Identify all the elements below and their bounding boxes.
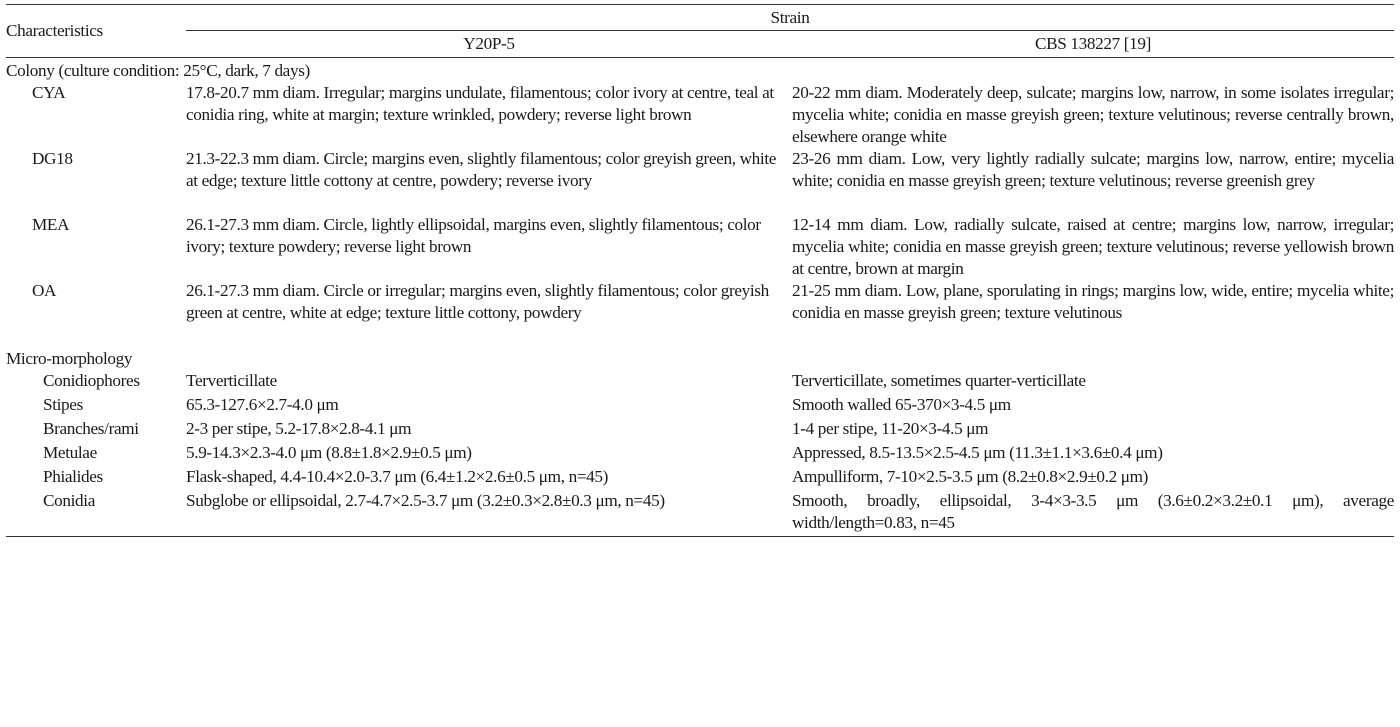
table-row-metulae [6,442,1394,466]
cell-y20p5-phialides: Flask-shaped, 4.4-10.4×2.0-3.7 μm (6.4±1.2×2.6±0.5 μm, n=45) [186,467,609,486]
row-label-cya: CYA [32,83,66,102]
row-label-branches: Branches/rami [43,419,139,438]
header-row-strain [6,5,1394,32]
row-label-mea: MEA [32,215,70,234]
table-row-dg18 [6,148,1394,214]
cell-cbs-cya: 20-22 mm diam. Moderately deep, sulcate; margins low, narrow, in some isolates irregular; mycelia white; conidia en masse greyish green; texture velutinous; reverse centrally brown, elsewhere orange white [792,83,1394,146]
header-characteristics: Characteristics [6,5,186,58]
cell-cbs-oa: 21-25 mm diam. Low, plane, sporulating in rings; margins low, wide, entire; mycelia white; conidia en masse greyish green; texture velutinous [792,281,1394,322]
header-row-columns [6,31,1394,58]
cell-cbs-dg18: 23-26 mm diam. Low, very lightly radially sulcate; margins low, narrow, entire; mycelia white; conidia en masse greyish green; texture velutinous; reverse greenish grey [792,149,1394,190]
header-strain-label: Strain [770,8,810,27]
cell-cbs-conidiophores: Terverticillate, sometimes quarter-verticillate [792,371,1086,390]
header-col-y20p5: Y20P-5 [463,34,515,53]
row-label-metulae: Metulae [43,443,97,462]
cell-cbs-mea: 12-14 mm diam. Low, radially sulcate, raised at centre; margins low, narrow, irregular; mycelia white; conidia en masse greyish green; texture velutinous; reverse yellowish brown at centre, brown at margin [792,215,1394,278]
cell-y20p5-conidia: Subglobe or ellipsoidal, 2.7-4.7×2.5-3.7 μm (3.2±0.3×2.8±0.3 μm, n=45) [186,491,665,510]
table-row-oa [6,280,1394,346]
row-label-stipes: Stipes [43,395,83,414]
cell-cbs-branches: 1-4 per stipe, 11-20×3-4.5 μm [792,419,989,438]
row-label-conidia: Conidia [43,491,95,510]
table-row-cya [6,82,1394,148]
row-label-conidiophores: Conidiophores [43,371,140,390]
section-colony-label: Colony (culture condition: 25°C, dark, 7 days) [6,61,310,80]
cell-cbs-conidia: Smooth, broadly, ellipsoidal, 3-4×3-3.5 μm (3.6±0.2×3.2±0.1 μm), average width/length=0.83, n=45 [792,491,1394,532]
header-strain [186,5,1394,32]
row-label-phialides: Phialides [43,467,103,486]
cell-y20p5-oa: 26.1-27.3 mm diam. Circle or irregular; margins even, slightly filamentous; color greyish green at centre, white at edge; texture little cottony, powdery [186,281,769,322]
header-strain-underline [186,30,1394,31]
cell-y20p5-stipes: 65.3-127.6×2.7-4.0 μm [186,395,339,414]
cell-y20p5-conidiophores: Terverticillate [186,371,277,390]
cell-y20p5-dg18: 21.3-22.3 mm diam. Circle; margins even, slightly filamentous; color greyish green, white at edge; texture little cottony at centre, powdery; reverse ivory [186,149,777,190]
table-row-conidiophores [6,370,1394,394]
row-label-oa: OA [32,281,57,300]
cell-cbs-metulae: Appressed, 8.5-13.5×2.5-4.5 μm (11.3±1.1×3.6±0.4 μm) [792,443,1163,462]
table-row-stipes [6,394,1394,418]
cell-y20p5-mea: 26.1-27.3 mm diam. Circle, lightly ellipsoidal, margins even, slightly filamentous; color ivory; texture powdery; reverse light brown [186,215,761,256]
cell-cbs-stipes: Smooth walled 65-370×3-4.5 μm [792,395,1011,414]
cell-cbs-phialides: Ampulliform, 7-10×2.5-3.5 μm (8.2±0.8×2.9±0.2 μm) [792,467,1149,486]
table-row-branches [6,418,1394,442]
cell-y20p5-cya: 17.8-20.7 mm diam. Irregular; margins undulate, filamentous; color ivory at centre, teal at conidia ring, white at margin; texture wrinkled, powdery; reverse light brown [186,83,774,124]
table-row-conidia [6,490,1394,537]
cell-y20p5-branches: 2-3 per stipe, 5.2-17.8×2.8-4.1 μm [186,419,412,438]
section-micro-morphology [6,346,1394,370]
row-label-dg18: DG18 [32,149,73,168]
section-colony [6,58,1394,83]
section-micro-label: Micro-morphology [6,349,133,368]
cell-y20p5-metulae: 5.9-14.3×2.3-4.0 μm (8.8±1.8×2.9±0.5 μm) [186,443,472,462]
comparison-table-container [6,4,1394,537]
morphology-comparison-table [6,4,1394,537]
table-row-mea [6,214,1394,280]
table-row-phialides [6,466,1394,490]
header-col-cbs138227: CBS 138227 [19] [1034,34,1152,53]
